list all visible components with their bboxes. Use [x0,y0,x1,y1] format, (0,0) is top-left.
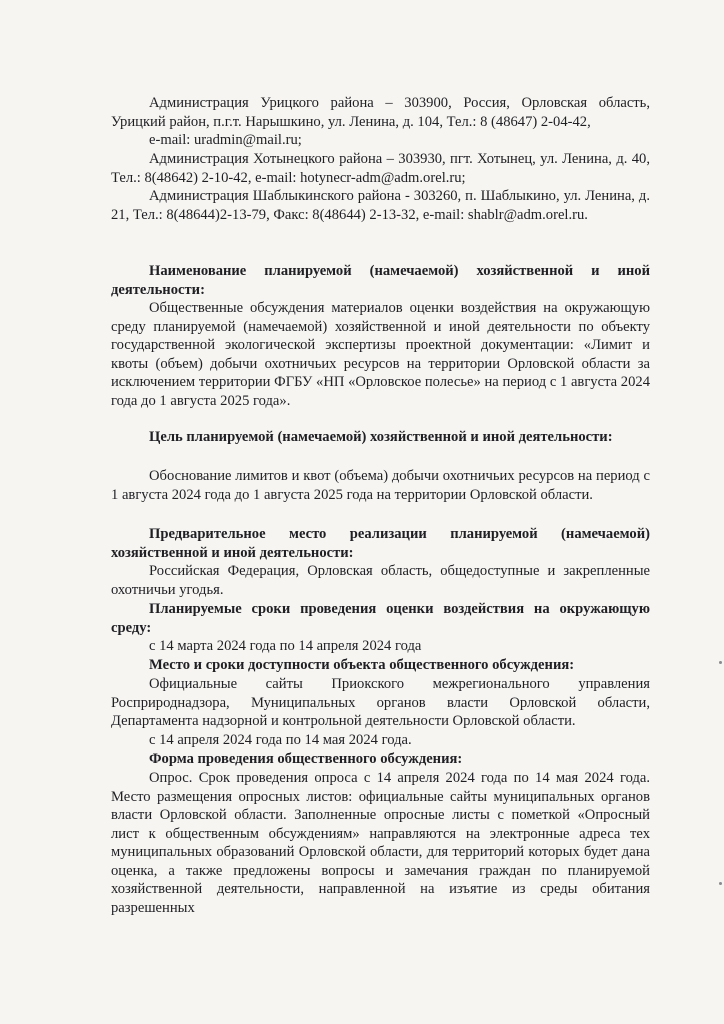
activity-place-heading: Предварительное место реализации планируемой (намечаемой) хозяйственной и иной деятельности: [111,526,650,561]
address-khotynets: Администрация Хотынецкого района – 303930, пгт. Хотынец, ул. Ленина, д. 40, Тел.: 8(48642) 2-10-42, e-mail: hotynecr-adm@adm.orel.ru; [111,151,650,186]
activity-goal-text: Обоснование лимитов и квот (объема) добычи охотничьих ресурсов на период с 1 августа 2024 года до 1 августа 2025 года на территории Орловской области. [111,468,650,503]
assessment-terms-heading: Планируемые сроки проведения оценки воздействия на окружающую среду: [111,601,650,636]
assessment-terms-text: с 14 марта 2024 года по 14 апреля 2024 года [149,638,422,654]
access-dates: с 14 апреля 2024 года по 14 мая 2024 года. [149,732,412,748]
access-heading: Место и сроки доступности объекта общественного обсуждения: [149,657,575,673]
activity-goal-heading: Цель планируемой (намечаемой) хозяйственной и иной деятельности: [149,429,613,445]
discussion-form-heading: Форма проведения общественного обсуждения: [149,751,463,767]
activity-name-heading: Наименование планируемой (намечаемой) хозяйственной и иной деятельности: [111,263,650,298]
activity-place-text: Российская Федерация, Орловская область, общедоступные и закрепленные охотничьи угодья. [111,563,650,598]
discussion-form-text: Опрос. Срок проведения опроса с 14 апреля 2024 года по 14 мая 2024 года. Место размещения опросных листов: официальные сайты муниципальных органов власти Орловской области. Заполненные опросные листы с пометкой «Опросный лист к общественным обсуждениям» направляются на электронные адреса тех муниципальных образований Орловской области, для территорий которых будет дана оценка, а также предложены вопросы и замечания граждан по планируемой хозяйственной деятельности, направленной на изъятие из среды обитания разрешенных [111,770,650,916]
access-text: Официальные сайты Приокского межрегионального управления Росприроднадзора, Муниципальных органов власти Орловской области, Департамента надзорной и контрольной деятельности Орловской области. [111,676,650,729]
scan-dot [719,882,722,885]
scan-dot [719,661,722,664]
address-uritsky-email: e-mail: uradmin@mail.ru; [149,132,302,148]
address-shablykino: Администрация Шаблыкинского района - 303260, п. Шаблыкино, ул. Ленина, д. 21, Тел.: 8(48644)2-13-79, Факс: 8(48644) 2-13-32, e-mail: shablr@adm.orel.ru. [111,188,650,223]
address-uritsky: Администрация Урицкого района – 303900, Россия, Орловская область, Урицкий район, п.г.т. Нарышкино, ул. Ленина, д. 104, Тел.: 8 (48647) 2-04-42, [111,95,650,130]
activity-name-text: Общественные обсуждения материалов оценки воздействия на окружающую среду планируемой (намечаемой) хозяйственной и иной деятельности по объекту государственной экологической экспертизы проектной документации: «Лимит и квоты (объем) добычи охотничьих ресурсов на территории Орловской области за исключением территории ФГБУ «НП «Орловское полесье» на период с 1 августа 2024 года до 1 августа 2025 года». [111,300,650,409]
